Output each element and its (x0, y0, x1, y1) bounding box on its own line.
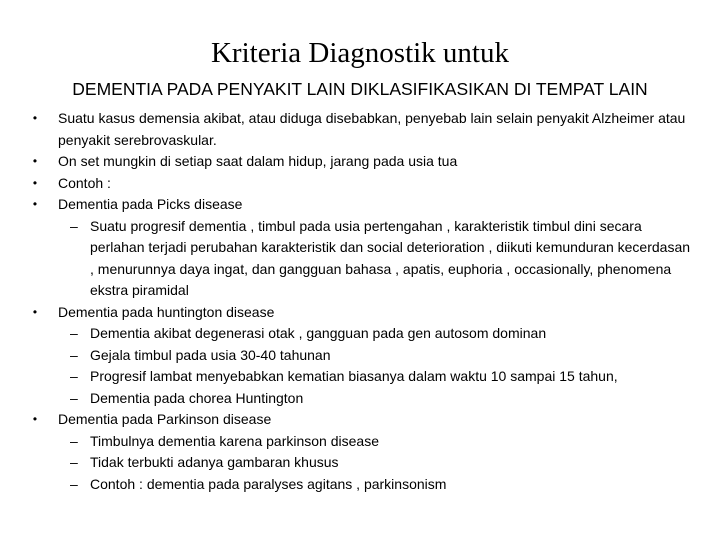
sub-bullet-item (30, 323, 710, 345)
bullet-text: Dementia pada Picks disease (58, 196, 243, 212)
bullet-item (30, 409, 710, 431)
bullet-text: Dementia pada huntington disease (58, 303, 275, 320)
dash-icon: – (70, 454, 78, 470)
dash-icon: – (70, 346, 78, 363)
bullet-item (30, 302, 710, 324)
bullet-text: Suatu kasus demensia akibat, atau diduga disebabkan, penyebab lain selain penyakit Alzheimer atau penyakit serebrovaskular. (58, 110, 686, 148)
sub-bullet-text: Contoh : dementia pada paralyses agitans , parkinsonism (90, 475, 447, 492)
sub-bullet-item (30, 388, 710, 410)
sub-bullet-item (30, 366, 710, 388)
sub-bullet-item (30, 452, 710, 474)
bullet-item (30, 173, 710, 195)
dash-icon: – (70, 368, 78, 384)
bullet-list (30, 108, 710, 495)
bullet-dot-icon: • (32, 304, 38, 319)
bullet-item (30, 108, 710, 151)
bullet-dot-icon: • (32, 412, 38, 426)
dash-icon: – (70, 475, 78, 492)
bullet-dot-icon: • (32, 175, 38, 190)
sub-bullet-item (30, 216, 710, 302)
sub-bullet-item (30, 431, 710, 453)
sub-bullet-text: Dementia akibat degenerasi otak , gangguan pada gen autosom dominan (90, 325, 547, 341)
sub-bullet-text: Timbulnya dementia karena parkinson disease (90, 432, 379, 449)
bullet-text: Dementia pada Parkinson disease (58, 411, 272, 427)
bullet-text: On set mungkin di setiap saat dalam hidup, jarang pada usia tua (58, 153, 458, 169)
sub-bullet-text: Tidak terbukti adanya gambaran khusus (90, 454, 339, 470)
slide-subtitle: DEMENTIA PADA PENYAKIT LAIN DIKLASIFIKASIKAN DI TEMPAT LAIN (72, 79, 648, 99)
sub-bullet-text: Dementia pada chorea Huntington (90, 389, 304, 406)
bullet-dot-icon: • (32, 197, 38, 211)
sub-bullet-text: Suatu progresif dementia , timbul pada usia pertengahan , karakteristik timbul dini secara perlahan terjadi perubahan karakteristik dan social deterioration , diikuti kemunduran kecerdasan , menurunnya daya ingat, dan gangguan bahasa , apatis, euphoria , occasionally, phenomena ekstra piramidal (90, 217, 691, 298)
dash-icon: – (70, 432, 78, 449)
bullet-dot-icon: • (32, 111, 38, 125)
sub-bullet-item (30, 345, 710, 367)
sub-bullet-item (30, 474, 710, 496)
slide-title: Kriteria Diagnostik untuk (210, 37, 509, 69)
dash-icon: – (70, 217, 78, 234)
sub-bullet-text: Progresif lambat menyebabkan kematian biasanya dalam waktu 10 sampai 15 tahun, (90, 368, 618, 384)
dash-icon: – (70, 389, 78, 406)
dash-icon: – (70, 325, 78, 341)
sub-bullet-text: Gejala timbul pada usia 30-40 tahunan (90, 346, 331, 363)
bullet-text: Contoh : (58, 174, 111, 191)
bullet-item (30, 194, 710, 216)
bullet-dot-icon: • (32, 154, 38, 168)
bullet-item (30, 151, 710, 173)
